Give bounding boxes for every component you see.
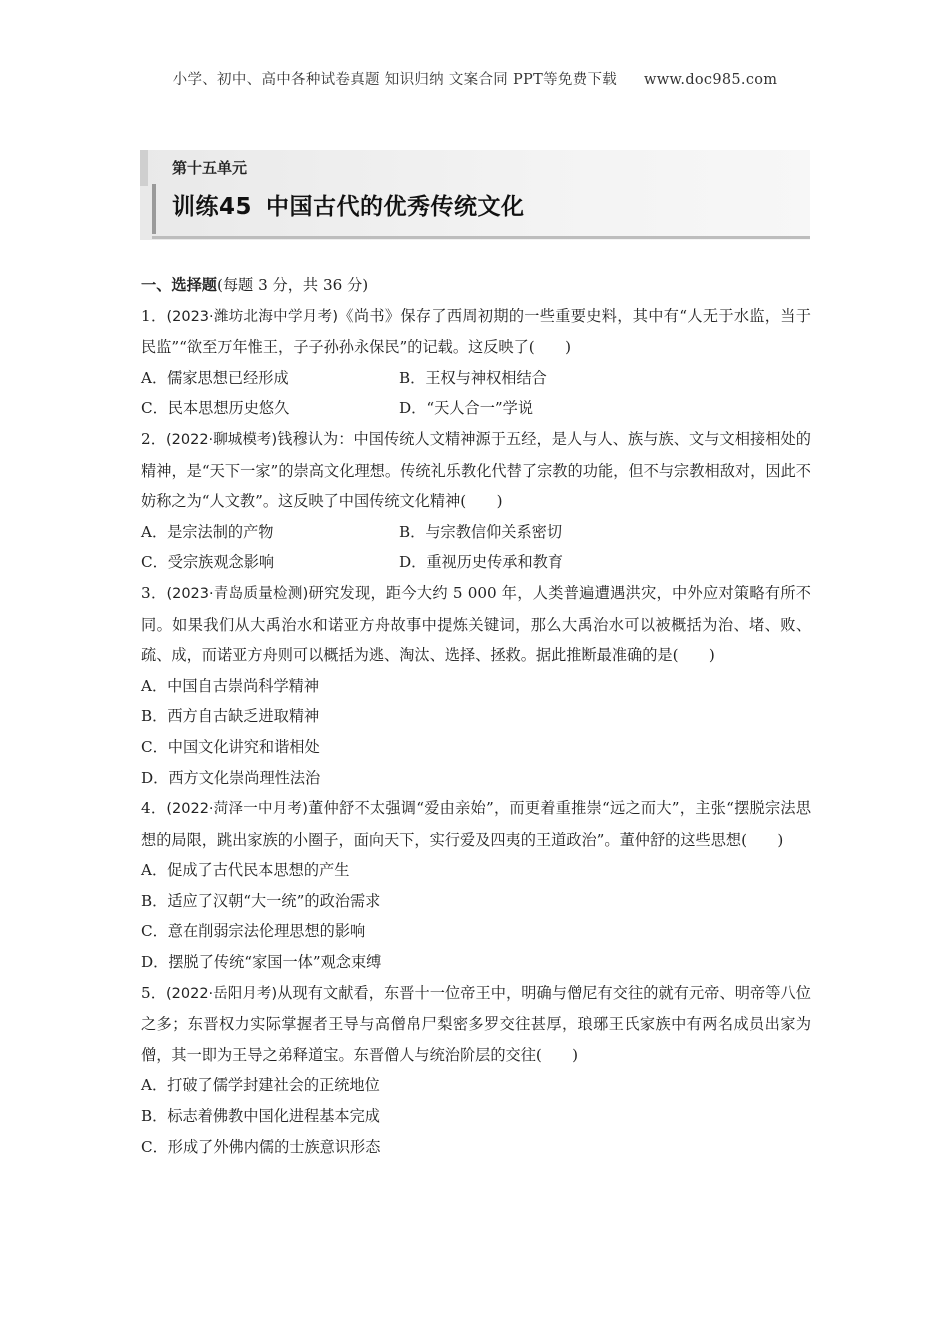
option-c[interactable]: C．意在削弱宗法伦理思想的影响 bbox=[141, 922, 366, 941]
section-title bbox=[141, 270, 811, 301]
lesson-name: 中国古代的优秀传统文化 bbox=[266, 194, 525, 220]
question-3-stem bbox=[141, 578, 811, 671]
question-number: 5． bbox=[141, 983, 166, 1002]
lesson-title bbox=[172, 188, 525, 221]
site-header-text: 小学、初中、高中各种试卷真题 知识归纳 文案合同 PPT等免费下载 bbox=[172, 72, 618, 88]
option-d[interactable]: D．重视历史传承和教育 bbox=[399, 553, 564, 572]
option-b[interactable]: B．王权与神权相结合 bbox=[399, 368, 547, 387]
section-note: (每题 3 分，共 36 分) bbox=[216, 276, 369, 294]
option-c[interactable]: C．形成了外佛内儒的士族意识形态 bbox=[141, 1137, 381, 1156]
question-source: (2023·青岛质量检测) bbox=[166, 585, 309, 602]
banner-underline bbox=[152, 236, 810, 239]
options-row bbox=[141, 517, 811, 548]
question-source: (2022·菏泽一中月考) bbox=[166, 801, 308, 818]
banner-decoration bbox=[140, 150, 148, 186]
question-text: 董仲舒不太强调“爱由亲始”，而更着重推崇“远之而大”，主张“摆脱宗法思想的局限，跳出家族的小圈子，面向天下，实行爱及四夷的王道政治”。董仲舒的这些思想( ) bbox=[141, 799, 812, 849]
lesson-number: 训练45 bbox=[172, 194, 253, 220]
question-number: 3． bbox=[141, 583, 167, 602]
question-number: 4． bbox=[141, 799, 167, 818]
option-a[interactable]: A．打破了儒学封建社会的正统地位 bbox=[141, 1076, 380, 1095]
options-row bbox=[141, 363, 811, 394]
question-5-stem bbox=[141, 978, 811, 1071]
question-source: (2023·潍坊北海中学月考) bbox=[166, 308, 339, 325]
question-content bbox=[141, 270, 811, 1162]
question-2-stem bbox=[141, 424, 811, 517]
option-d[interactable]: D．西方文化崇尚理性法治 bbox=[141, 768, 321, 787]
option-b[interactable]: B．标志着佛教中国化进程基本完成 bbox=[141, 1107, 380, 1126]
section-head: 一、选择题 bbox=[141, 276, 217, 294]
option-b[interactable]: B．与宗教信仰关系密切 bbox=[399, 522, 563, 541]
question-text: 钱穆认为：中国传统人文精神源于五经，是人与人、族与族、文与文相接相处的精神，是“天下一家”的崇高文化理想。传统礼乐教化代替了宗教的功能，但不与宗教相敌对，因此不妨称之为“人文教”。这反映了中国传统文化精神( ) bbox=[141, 429, 811, 511]
options-row bbox=[141, 547, 811, 578]
question-1-stem bbox=[141, 301, 811, 363]
question-number: 2． bbox=[141, 429, 166, 448]
option-a[interactable]: A．是宗法制的产物 bbox=[141, 522, 274, 541]
question-source: (2022·岳阳月考) bbox=[165, 985, 278, 1002]
site-header bbox=[0, 68, 950, 89]
option-a[interactable]: A．儒家思想已经形成 bbox=[141, 368, 289, 387]
question-number: 1． bbox=[141, 306, 167, 325]
option-b[interactable]: B．适应了汉朝“大一统”的政治需求 bbox=[141, 891, 381, 910]
options-row bbox=[141, 393, 811, 424]
option-a[interactable]: A．促成了古代民本思想的产生 bbox=[141, 861, 350, 880]
question-text: 《尚书》保存了西周初期的一些重要史料，其中有“人无于水监，当于民监”“欲至万年惟王，子子孙孙永保民”的记载。这反映了( ) bbox=[141, 306, 811, 357]
question-source: (2022·聊城模考) bbox=[165, 431, 278, 448]
banner-accent-bar bbox=[152, 184, 156, 234]
option-c[interactable]: C．中国文化讲究和谐相处 bbox=[141, 737, 320, 756]
question-text: 从现有文献看，东晋十一位帝王中，明确与僧尼有交往的就有元帝、明帝等八位之多；东晋权力实际掌握者王导与高僧帛尸梨密多罗交往甚厚，琅琊王氏家族中有两名成员出家为僧，其一即为王导之弟释道宝。东晋僧人与统治阶层的交往( ) bbox=[141, 983, 811, 1064]
option-d[interactable]: D．摆脱了传统“家国一体”观念束缚 bbox=[141, 953, 382, 972]
option-d[interactable]: D．“天人合一”学说 bbox=[399, 399, 534, 418]
question-4-stem bbox=[141, 793, 811, 855]
unit-label: 第十五单元 bbox=[172, 159, 248, 177]
option-c[interactable]: C．民本思想历史悠久 bbox=[141, 399, 290, 418]
site-url-link[interactable]: www.doc985.com bbox=[644, 72, 778, 88]
option-c[interactable]: C．受宗族观念影响 bbox=[141, 553, 275, 572]
option-a[interactable]: A．中国自古崇尚科学精神 bbox=[141, 676, 320, 695]
question-text: 研究发现，距今大约 5 000 年，人类普遍遭遇洪灾，中外应对策略有所不同。如果我们从大禹治水和诺亚方舟故事中提炼关键词，那么大禹治水可以被概括为治、堵、败、疏、成，而诺亚方舟则可以概括为逃、淘汰、选择、拯救。据此推断最准确的是( ) bbox=[141, 583, 811, 665]
option-b[interactable]: B．西方自古缺乏进取精神 bbox=[141, 707, 320, 726]
